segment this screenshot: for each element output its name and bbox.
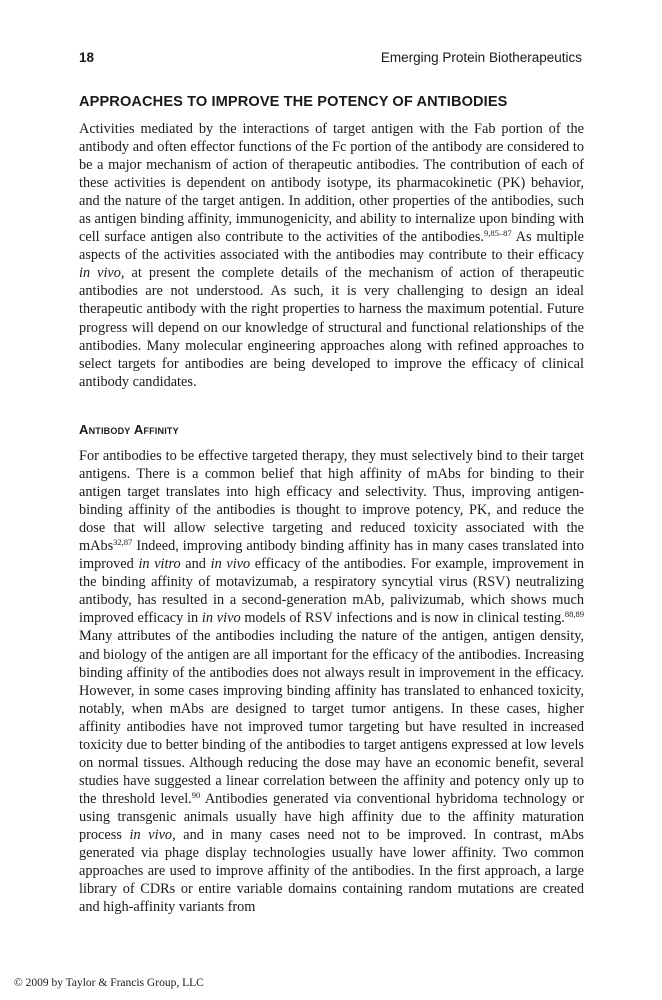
text-run: Antibodies generated via conventional hybridoma technology or using transgenic animals usually have high affinity due to the affinity maturation process	[79, 790, 584, 843]
page-number: 18	[79, 50, 95, 65]
section-heading: APPROACHES TO IMPROVE THE POTENCY OF ANTIBODIES	[79, 94, 508, 110]
italic-run: in vitro	[138, 556, 181, 573]
subsection-paragraph	[79, 447, 584, 916]
citation-superscript: 88,89	[564, 609, 585, 620]
citation-superscript: 32,87	[113, 537, 133, 548]
citation-superscript: 90	[191, 789, 201, 800]
citation-superscript: 9,85–87	[484, 228, 512, 239]
running-title: Emerging Protein Biotherapeutics	[380, 50, 582, 65]
italic-run: in vivo,	[79, 265, 125, 282]
text-run: models of RSV infections and is now in clinical testing.	[240, 610, 565, 627]
text-run: Activities mediated by the interactions of target antigen with the Fab portion of the antibody and often effector functions of the Fc portion of the antibody are considered to be a major mechanism of action of therapeutic antibodies. The contribution of each of these activities is dependent on antibody isotype, its pharmacokinetic (PK) behavior, and the nature of the target antigen. In addition, other properties of the antibodies, such as antigen binding affinity, immunogenicity, and ability to internalize upon binding with cell surface antigen also contribute to the activities of the antibodies.	[79, 121, 584, 246]
text-run: and	[180, 556, 211, 573]
text-run: efficacy of the antibodies. For example, improvement in the binding affinity of motavizumab, a respiratory syncytial virus (RSV) neutralizing antibody, has resulted in a second-generation mAb, palivizumab, which shows much improved efficacy in	[79, 556, 584, 627]
section-paragraph	[79, 120, 584, 391]
italic-run: in vivo	[201, 610, 241, 627]
text-run: For antibodies to be effective targeted therapy, they must selectively bind to their target antigens. There is a common belief that high affinity of mAbs for binding to their antigen target translates into high efficacy and selectivity. Thus, improving antigen-binding affinity of the antibodies is thought to improve potency, PK, and reduce the dose that will allow selective targeting and reduced toxicity associated with the mAbs	[79, 448, 584, 555]
copyright-footer: © 2009 by Taylor & Francis Group, LLC	[14, 977, 204, 989]
text-run: Many attributes of the antibodies including the nature of the antigen, antigen density, and biology of the antigen are all important for the efficacy of the antibodies. Increasing binding affinity of the antibodies does not always result in improvement in the efficacy. However, in some cases improving binding affinity has translated to enhanced toxicity, notably, when mAbs are designed to target tumor antigens. In these cases, higher affinity antibodies have not improved tumor targeting but have resulted in increased toxicity due to better binding of the antibodies to target antigens expressed at low levels on normal tissues. Although reducing the dose may have an economic benefit, several studies have suggested a linear correlation between the affinity and potency only up to the threshold level.	[79, 628, 584, 807]
text-run: and in many cases need not to be improved. In contrast, mAbs generated via phage display technologies usually have lower affinity. Two common approaches are used to improve affinity of the antibodies. In the first approach, a large library of CDRs or entire variable domains containing random mutations are created and high-affinity variants from	[79, 826, 584, 916]
text-run: As multiple aspects of the activities associated with the antibodies may contribute to their efficacy	[79, 229, 584, 264]
italic-run: in vivo	[210, 556, 251, 573]
italic-run: in vivo,	[129, 826, 176, 843]
text-run: at present the complete details of the mechanism of action of therapeutic antibodies are not understood. As such, it is very challenging to design an ideal therapeutic antibody with the right properties to harness the maximum potential. Future progress will depend on our knowledge of structural and functional relationships of the antibodies. Many molecular engineering approaches along with refined approaches to select targets for antibodies are being developed to improve the efficacy of clinical antibody candidates.	[79, 265, 584, 390]
subsection-heading: Antibody Affinity	[79, 422, 179, 437]
text-run: Indeed, improving antibody binding affinity has in many cases translated into improved	[79, 538, 584, 573]
